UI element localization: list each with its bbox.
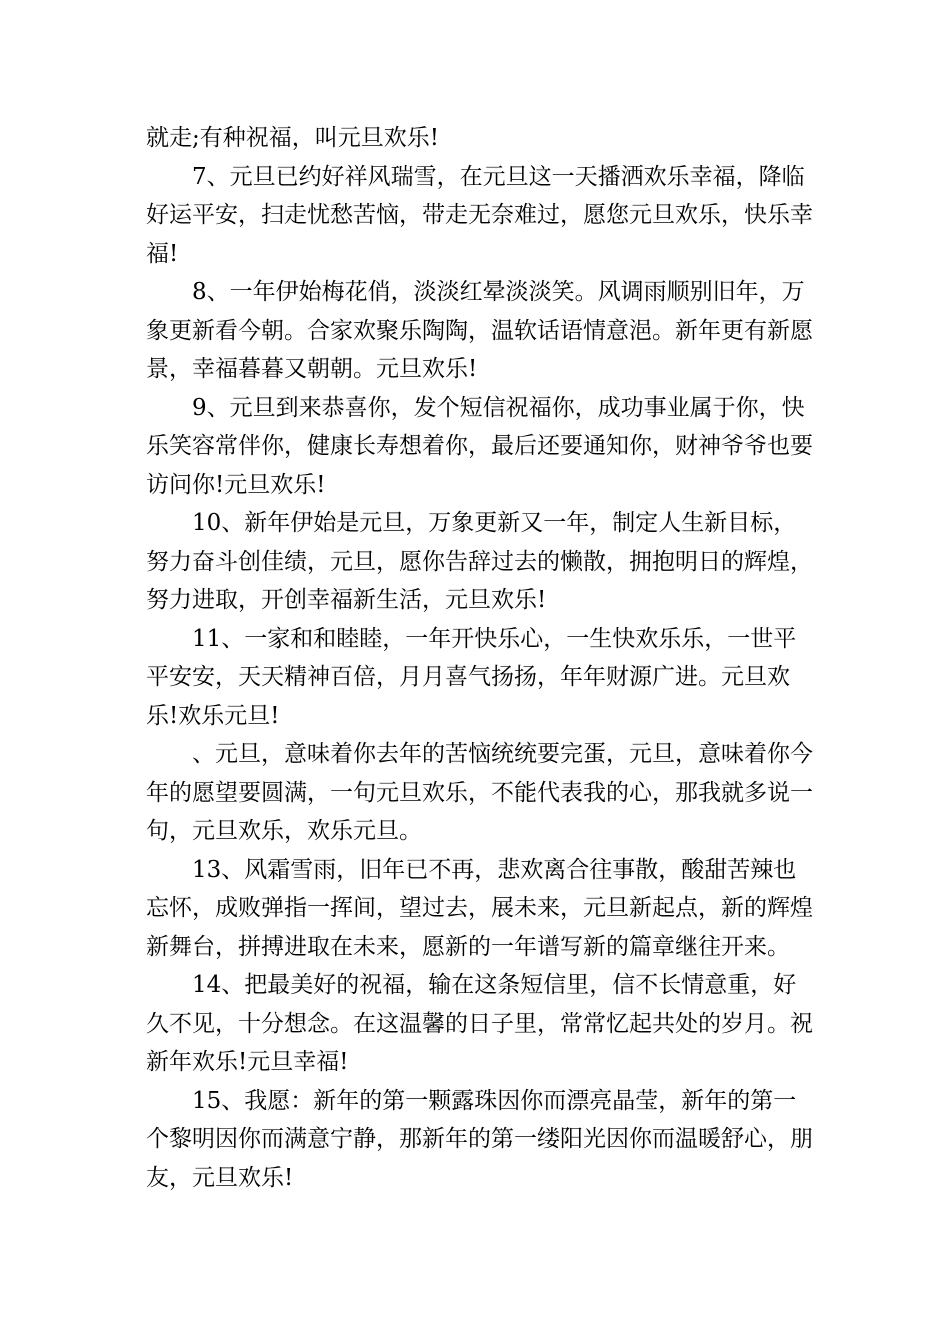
paragraph-11: 11、一家和和睦睦，一年开快乐心，一生快欢乐乐，一世平平安安，天天精神百倍，月月喜气扬扬，年年财源广进。元旦欢乐!欢乐元旦! xyxy=(146,625,797,729)
paragraph-13: 13、风霜雪雨，旧年已不再，悲欢离合往事散，酸甜苦辣也忘怀，成败弹指一挥间，望过去，展未来，元旦新起点，新的辉煌新舞台，拼搏进取在未来，愿新的一年谱写新的篇章继往开来。 xyxy=(146,856,813,960)
paragraph-9: 9、元旦到来恭喜你，发个短信祝福你，成功事业属于你，快乐笑容常伴你，健康长寿想着你，最后还要通知你，财神爷爷也要访问你!元旦欢乐! xyxy=(146,394,813,498)
paragraph-7: 7、元旦已约好祥风瑞雪，在元旦这一天播洒欢乐幸福，降临好运平安，扫走忧愁苦恼，带走无奈难过，愿您元旦欢乐，快乐幸福! xyxy=(146,163,813,267)
paragraph-continuation: 就走;有种祝福，叫元旦欢乐! xyxy=(146,125,439,151)
paragraph-10: 10、新年伊始是元旦，万象更新又一年，制定人生新目标，努力奋斗创佳绩，元旦，愿你告辞过去的懒散，拥抱明日的辉煌，努力进取，开创幸福新生活，元旦欢乐! xyxy=(146,510,813,613)
paragraph-8: 8、一年伊始梅花俏，淡淡红晕淡淡笑。风调雨顺别旧年，万象更新看今朝。合家欢聚乐陶陶，温软话语情意浥。新年更有新愿景，幸福暮暮又朝朝。元旦欢乐! xyxy=(146,279,813,382)
paragraph-14: 14、把最美好的祝福，输在这条短信里，信不长情意重，好久不见，十分想念。在这温馨的日子里，常常忆起共处的岁月。祝新年欢乐!元旦幸福! xyxy=(146,972,813,1075)
document-body xyxy=(146,119,818,1197)
paragraph-15: 15、我愿：新年的第一颗露珠因你而漂亮晶莹，新年的第一个黎明因你而满意宁静，那新年的第一缕阳光因你而温暖舒心，朋友，元旦欢乐! xyxy=(146,1087,813,1191)
paragraph-12: 、元旦，意味着你去年的苦恼统统要完蛋，元旦，意味着你今年的愿望要圆满，一句元旦欢乐，不能代表我的心，那我就多说一句，元旦欢乐，欢乐元旦。 xyxy=(146,741,813,844)
